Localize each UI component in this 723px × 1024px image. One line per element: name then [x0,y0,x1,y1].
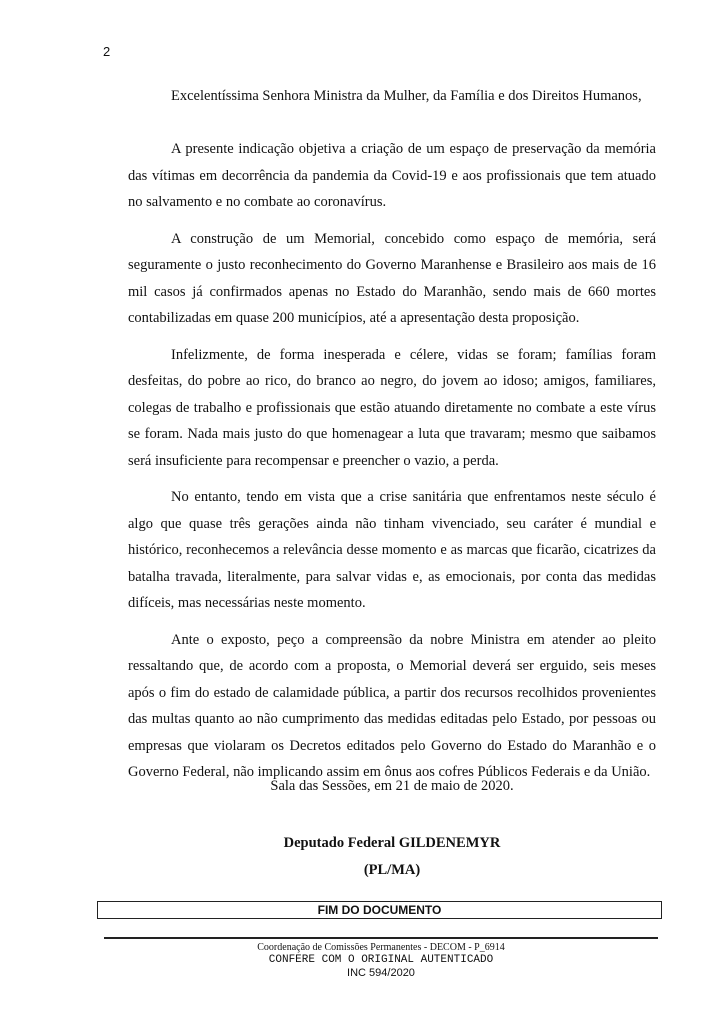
end-of-document-box: FIM DO DOCUMENTO [97,901,662,919]
footer-organization: Coordenação de Comissões Permanentes - DECOM - P_6914 [257,942,505,953]
signer-party: (PL/MA) [363,862,421,878]
page-number: 2 [103,44,111,59]
place-date: Sala das Sessões, em 21 de maio de 2020. [270,778,514,794]
paragraph: Ante o exposto, peço a compreensão da nobre Ministra em atender ao pleito ressaltando que, de acordo com a proposta, o Memorial deverá ser erguido, seis meses após o fim do estado de calamidade pública, a partir dos recursos recolhidos provenientes das multas quanto ao não cumprimento das medidas editadas pelo Estado, por pessoas ou empresas que violaram os Decretos editados pelo Governo do Estado do Maranhão e o Governo Federal, não implicando assim em ônus aos cofres Públicos Federais e da União. [128,631,656,780]
document-body [128,136,656,796]
footer-divider [104,937,658,939]
signer-name: Deputado Federal GILDENEMYR [283,835,501,851]
footer-reference: INC 594/2020 [347,967,415,979]
footer-authentication: CONFERE COM O ORIGINAL AUTENTICADO [268,954,494,966]
paragraph: No entanto, tendo em vista que a crise sanitária que enfrentamos neste século é algo que quase três gerações ainda não tinham vivenciado, seu caráter é mundial e histórico, reconhecemos a relevância desse momento e as marcas que ficarão, cicatrizes da batalha travada, literalmente, para salvar vidas e, as emocionais, por conta das medidas difíceis, mas necessárias neste momento. [128,489,656,611]
paragraph: A construção de um Memorial, concebido como espaço de memória, será seguramente o justo reconhecimento do Governo Maranhense e Brasileiro aos mais de 16 mil casos já confirmados apenas no Estado do Maranhão, sendo mais de 660 mortes contabilizadas em quase 200 municípios, até a apresentação desta proposição. [128,230,656,326]
salutation: Excelentíssima Senhora Ministra da Mulher, da Família e dos Direitos Humanos, [171,88,642,104]
paragraph: Infelizmente, de forma inesperada e célere, vidas se foram; famílias foram desfeitas, do pobre ao rico, do branco ao negro, do jovem ao idoso; amigos, familiares, colegas de trabalho e profissionais que estão atuando diretamente no combate a este vírus se foram. Nada mais justo do que homenagear a luta que travaram; mesmo que saibamos será insuficiente para recompensar e preencher o vazio, a perda. [128,346,656,469]
paragraph: A presente indicação objetiva a criação de um espaço de preservação da memória das vítimas em decorrência da pandemia da Covid-19 e aos profissionais que tem atuado no salvamento e no combate ao coronavírus. [128,141,656,210]
